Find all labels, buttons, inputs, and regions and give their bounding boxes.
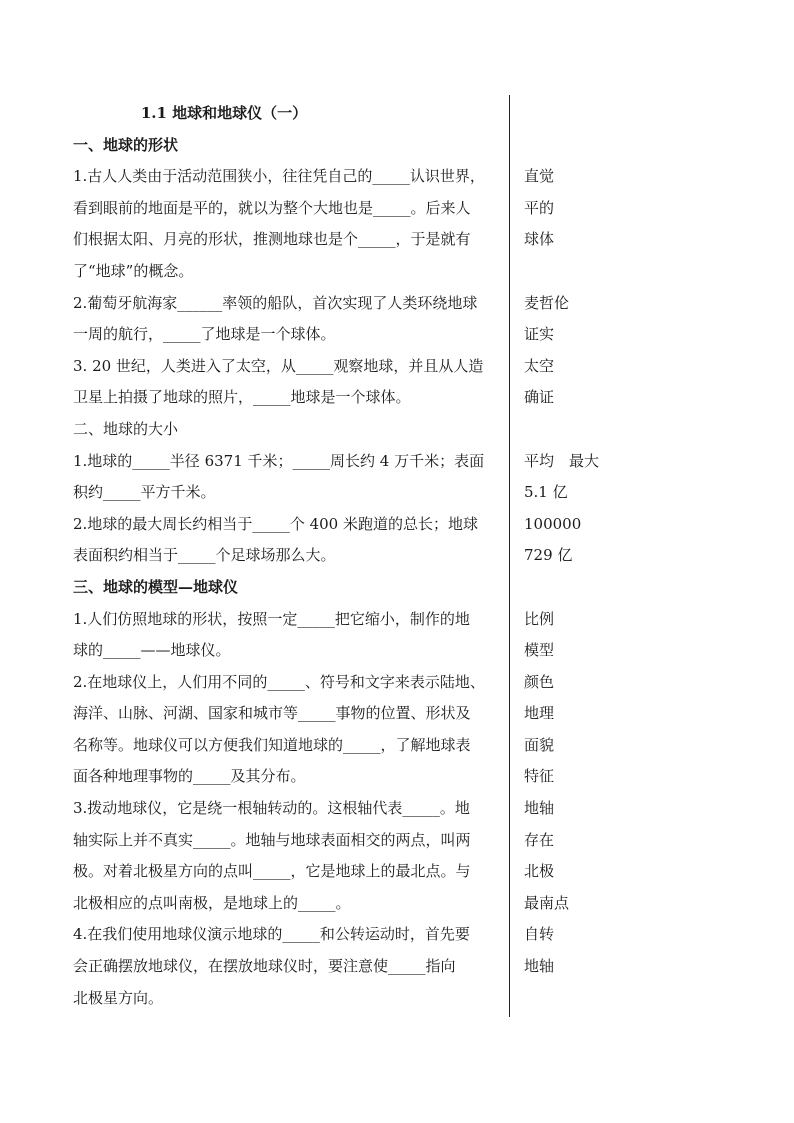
- answer-line: [524, 98, 724, 130]
- answer-line: 直觉: [524, 167, 555, 186]
- question-line: 3.拨动地球仪，它是绕一根轴转动的。这根轴代表_____。地: [73, 799, 470, 818]
- question-line: 会正确摆放地球仪，在摆放地球仪时，要注意使_____指向: [73, 957, 456, 976]
- section-heading-shape: 一、地球的形状: [73, 135, 179, 154]
- answer-line: 模型: [524, 641, 555, 660]
- answer-line: 颜色: [524, 672, 555, 691]
- question-line: 1.人们仿照地球的形状，按照一定_____把它缩小，制作的地: [73, 609, 470, 628]
- question-line: 北极相应的点叫南极，是地球上的_____。: [73, 893, 351, 912]
- answer-line: 比例: [524, 609, 555, 628]
- question-line: 名称等。地球仪可以方便我们知道地球的_____，了解地球表: [73, 735, 471, 754]
- answer-line: 特征: [524, 767, 555, 786]
- question-line: 积约_____平方千米。: [73, 483, 216, 502]
- question-line: 极。对着北极星方向的点叫_____，它是地球上的最北点。与: [73, 862, 471, 881]
- question-line: 3. 20 世纪，人类进入了太空，从_____观察地球，并且从人造: [73, 356, 484, 375]
- column-divider: [509, 95, 510, 1017]
- question-line: 球的_____——地球仪。: [73, 641, 231, 660]
- question-line: 了“地球”的概念。: [73, 261, 194, 280]
- answer-line: 地理: [524, 704, 555, 723]
- question-line: 2.葡萄牙航海家______率领的船队，首次实现了人类环绕地球: [73, 293, 478, 312]
- question-line: 看到眼前的地面是平的，就以为整个大地也是_____。后来人: [73, 198, 471, 217]
- answer-line: 最南点: [524, 893, 570, 912]
- answer-line: 自转: [524, 925, 555, 944]
- answer-line: 证实: [524, 325, 555, 344]
- answer-line: 北极: [524, 862, 555, 881]
- answer-line: [524, 414, 724, 446]
- answer-line: 地轴: [524, 957, 555, 976]
- answer-line: 球体: [524, 230, 555, 249]
- question-line: 北极星方向。: [73, 988, 164, 1007]
- answer-line: 平的: [524, 198, 555, 217]
- answer-line: 麦哲伦: [524, 293, 570, 312]
- answer-line: 存在: [524, 830, 555, 849]
- answer-line: [524, 130, 724, 162]
- question-line: 表面积约相当于_____个足球场那么大。: [73, 546, 336, 565]
- question-line: 2.地球的最大周长约相当于_____个 400 米跑道的总长；地球: [73, 514, 478, 533]
- answer-line: 面貌: [524, 735, 555, 754]
- section-heading-globe: 三、地球的模型—地球仪: [73, 577, 239, 596]
- question-line: 2.在地球仪上，人们用不同的_____、符号和文字来表示陆地、: [73, 672, 485, 691]
- question-line: 们根据太阳、月亮的形状，推测地球也是个_____，于是就有: [73, 230, 471, 249]
- section-heading-size: 二、地球的大小: [73, 419, 179, 438]
- question-line: 面各种地理事物的_____及其分布。: [73, 767, 306, 786]
- answer-column: [524, 98, 724, 1014]
- worksheet-title: 1.1 地球和地球仪（一）: [140, 104, 308, 122]
- question-line: 海洋、山脉、河湖、国家和城市等_____事物的位置、形状及: [73, 704, 471, 723]
- question-line: 卫星上拍摄了地球的照片，_____地球是一个球体。: [73, 388, 411, 407]
- question-line: 1.古人人类由于活动范围狭小，往往凭自己的_____认识世界，: [73, 167, 485, 186]
- question-line: 4.在我们使用地球仪演示地球的_____和公转运动时，首先要: [73, 925, 470, 944]
- answer-line: [524, 256, 724, 288]
- answer-line: 地轴: [524, 799, 555, 818]
- answer-line: [524, 572, 724, 604]
- question-line: 轴实际上并不真实_____。地轴与地球表面相交的两点，叫两: [73, 830, 471, 849]
- answer-line: 5.1 亿: [524, 483, 568, 502]
- answer-line: 太空: [524, 356, 555, 375]
- question-line: 一周的航行，_____了地球是一个球体。: [73, 325, 336, 344]
- question-line: 1.地球的_____半径 6371 千米；_____周长约 4 万千米；表面: [73, 451, 485, 470]
- answer-line: [524, 983, 724, 1015]
- answer-line: 平均 最大: [524, 451, 600, 470]
- answer-line: 100000: [524, 514, 582, 533]
- answer-line: 确证: [524, 388, 555, 407]
- answer-line: 729 亿: [524, 546, 573, 565]
- question-column: [73, 98, 505, 1014]
